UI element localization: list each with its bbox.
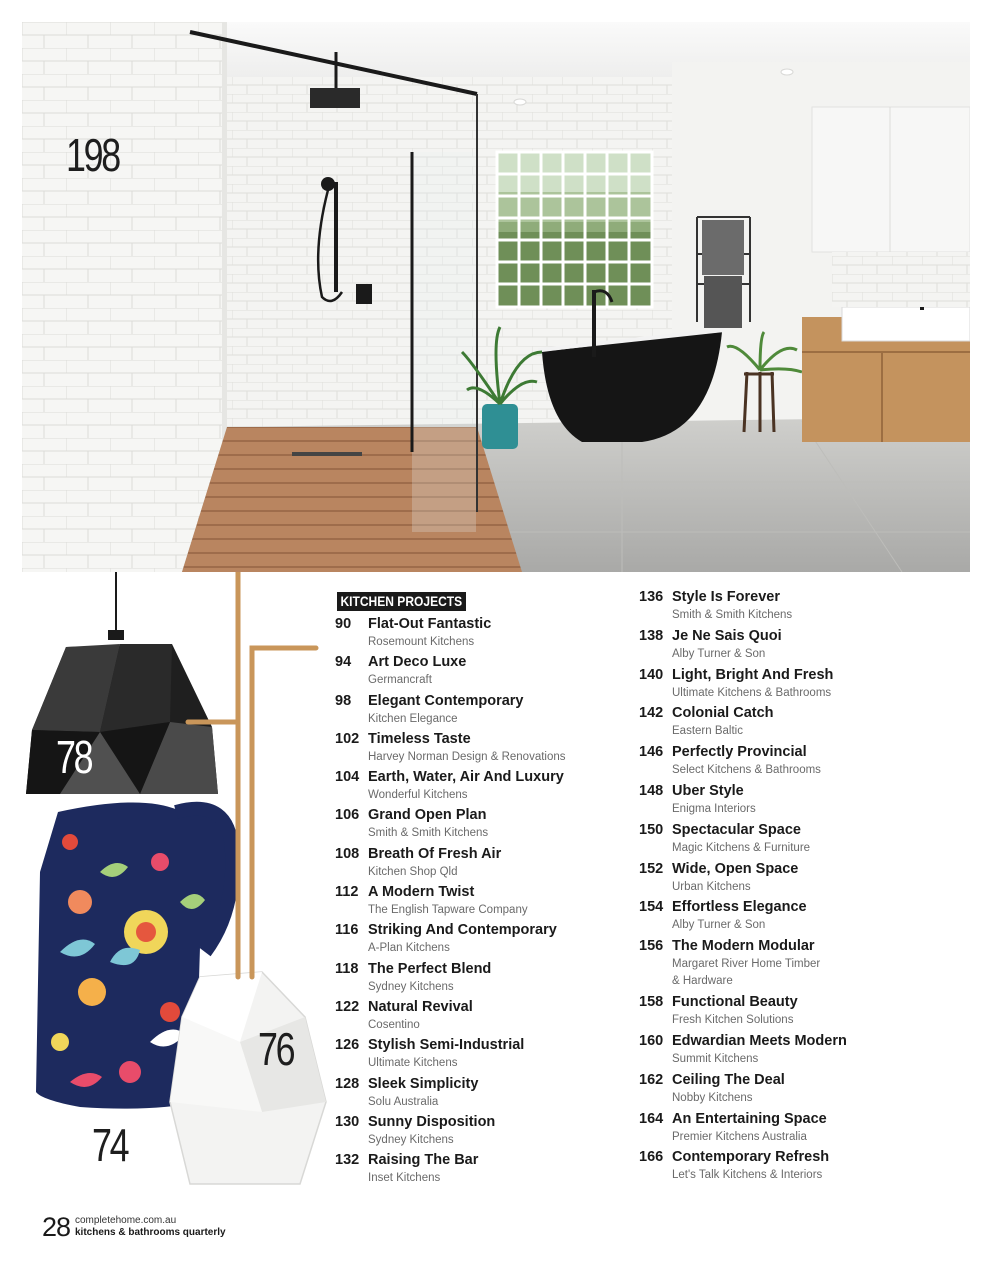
entry-title: Timeless Taste bbox=[368, 730, 471, 747]
entry-maker: Sydney Kitchens bbox=[368, 1133, 454, 1146]
entry-page: 160 bbox=[639, 1032, 664, 1049]
entry-page: 108 bbox=[335, 845, 360, 862]
entry-title: Functional Beauty bbox=[672, 994, 798, 1011]
page-number: 28 bbox=[42, 1212, 71, 1242]
entry-maker: Rosemount Kitchens bbox=[368, 636, 475, 648]
entry-page: 112 bbox=[335, 884, 359, 901]
entry-title: Art Deco Luxe bbox=[368, 654, 467, 671]
entry-page: 132 bbox=[335, 1152, 360, 1169]
contents-entry[interactable] bbox=[639, 704, 969, 743]
towel-stand-page-ref: 76 bbox=[258, 1023, 294, 1075]
contents-entry[interactable] bbox=[639, 1110, 969, 1149]
section-label: KITCHEN PROJECTS bbox=[337, 592, 466, 611]
entry-title: Uber Style bbox=[672, 782, 744, 799]
entry-maker: Nobby Kitchens bbox=[672, 1091, 753, 1104]
contents-entry[interactable] bbox=[639, 1071, 969, 1110]
entry-title: Spectacular Space bbox=[672, 821, 801, 838]
contents-entry[interactable] bbox=[335, 768, 625, 806]
entry-maker: Germancraft bbox=[368, 674, 432, 687]
contents-entry[interactable] bbox=[335, 1113, 625, 1151]
entry-page: 156 bbox=[639, 938, 664, 955]
entry-maker: Harvey Norman Design & Renovations bbox=[368, 750, 566, 763]
contents-entry[interactable] bbox=[639, 821, 969, 860]
contents-list-left bbox=[335, 615, 625, 1189]
entry-title: A Modern Twist bbox=[368, 884, 475, 901]
entry-title: Flat-Out Fantastic bbox=[368, 616, 492, 632]
entry-page: 106 bbox=[335, 807, 360, 824]
entry-title: Natural Revival bbox=[368, 998, 473, 1015]
contents-entry[interactable] bbox=[335, 1151, 625, 1189]
entry-maker: Cosentino bbox=[368, 1018, 420, 1031]
contents-entry[interactable] bbox=[639, 782, 969, 821]
entry-page: 104 bbox=[335, 769, 360, 786]
entry-title: Breath Of Fresh Air bbox=[368, 845, 502, 862]
contents-column-left bbox=[335, 592, 625, 1189]
entry-title: Raising The Bar bbox=[368, 1152, 479, 1169]
entry-page: 94 bbox=[335, 654, 352, 671]
entry-page: 166 bbox=[639, 1149, 664, 1166]
entry-maker: The English Tapware Company bbox=[368, 904, 528, 917]
entry-maker: Fresh Kitchen Solutions bbox=[672, 1014, 794, 1027]
entry-title: Edwardian Meets Modern bbox=[672, 1032, 847, 1049]
entry-title: Earth, Water, Air And Luxury bbox=[368, 769, 564, 786]
entry-page: 116 bbox=[335, 922, 359, 939]
entry-page: 122 bbox=[335, 998, 360, 1015]
entry-maker: Enigma Interiors bbox=[672, 802, 756, 815]
entry-title: Je Ne Sais Quoi bbox=[672, 627, 782, 644]
entry-title: Sunny Disposition bbox=[368, 1113, 496, 1130]
entry-title: Light, Bright And Fresh bbox=[672, 666, 834, 683]
contents-entry[interactable] bbox=[639, 588, 969, 627]
contents-entry[interactable] bbox=[335, 921, 625, 959]
contents-entry[interactable] bbox=[335, 653, 625, 691]
entry-title: An Entertaining Space bbox=[672, 1110, 827, 1127]
entry-page: 140 bbox=[639, 666, 664, 683]
website-link[interactable]: completehome.com.au bbox=[75, 1215, 177, 1226]
entry-title: Wide, Open Space bbox=[672, 860, 799, 877]
contents-entry[interactable] bbox=[335, 692, 625, 730]
entry-maker: A-Plan Kitchens bbox=[368, 942, 450, 955]
contents-entry[interactable] bbox=[335, 960, 625, 998]
entry-maker: Sydney Kitchens bbox=[368, 980, 454, 993]
contents-entry[interactable] bbox=[335, 615, 625, 653]
magazine-name: kitchens & bathrooms quarterly bbox=[75, 1227, 226, 1238]
contents-entry[interactable] bbox=[335, 998, 625, 1036]
entry-maker: Summit Kitchens bbox=[672, 1052, 759, 1065]
entry-page: 154 bbox=[639, 899, 664, 916]
contents-entry[interactable] bbox=[335, 845, 625, 883]
contents-entry[interactable] bbox=[639, 993, 969, 1032]
entry-maker: Alby Turner & Son bbox=[672, 919, 766, 932]
entry-maker: Eastern Baltic bbox=[672, 725, 743, 738]
contents-column-right bbox=[639, 588, 969, 1187]
entry-page: 150 bbox=[639, 821, 664, 838]
entry-page: 164 bbox=[639, 1110, 664, 1127]
entry-maker: Alby Turner & Son bbox=[672, 647, 766, 660]
hero-page-ref: 198 bbox=[66, 129, 119, 181]
contents-entry[interactable] bbox=[335, 806, 625, 844]
entry-title: Perfectly Provincial bbox=[672, 744, 807, 761]
entry-page: 130 bbox=[335, 1113, 360, 1130]
entry-page: 126 bbox=[335, 1037, 360, 1054]
entry-page: 146 bbox=[639, 744, 664, 761]
entry-title: The Perfect Blend bbox=[368, 960, 492, 977]
pendant-light-page-ref: 78 bbox=[56, 731, 92, 783]
entry-page: 148 bbox=[639, 782, 664, 799]
entry-page: 136 bbox=[639, 589, 664, 605]
products-scene bbox=[0, 572, 330, 1192]
entry-maker: Kitchen Shop Qld bbox=[368, 865, 458, 878]
contents-entry[interactable] bbox=[639, 627, 969, 666]
entry-maker: Kitchen Elegance bbox=[368, 712, 458, 725]
hero-bathroom-photo bbox=[22, 22, 970, 572]
entry-maker: Urban Kitchens bbox=[672, 880, 751, 893]
entry-page: 162 bbox=[639, 1071, 664, 1088]
bathroom-scene-illustration bbox=[22, 22, 970, 572]
entry-maker: Wonderful Kitchens bbox=[368, 789, 468, 802]
entry-title: Ceiling The Deal bbox=[672, 1071, 785, 1088]
entry-maker: Premier Kitchens Australia bbox=[672, 1130, 807, 1143]
entry-maker: Inset Kitchens bbox=[368, 1172, 441, 1185]
entry-page: 128 bbox=[335, 1075, 360, 1092]
entry-maker: Select Kitchens & Bathrooms bbox=[672, 764, 821, 777]
entry-maker: Smith & Smith Kitchens bbox=[368, 827, 489, 840]
contents-entry[interactable] bbox=[335, 1075, 625, 1113]
entry-page: 142 bbox=[639, 705, 664, 722]
contents-entry[interactable] bbox=[639, 1148, 969, 1187]
contents-entry[interactable] bbox=[639, 937, 969, 993]
entry-title: Effortless Elegance bbox=[672, 899, 807, 916]
contents-entry[interactable] bbox=[335, 730, 625, 768]
entry-title: Colonial Catch bbox=[672, 705, 774, 722]
pendant-light-illustration bbox=[26, 572, 218, 794]
entry-title: Style Is Forever bbox=[672, 589, 780, 605]
entry-page: 102 bbox=[335, 730, 360, 747]
product-illustrations bbox=[0, 572, 330, 1192]
entry-maker: Ultimate Kitchens bbox=[368, 1057, 458, 1070]
entry-maker: Solu Australia bbox=[368, 1095, 439, 1108]
contents-entry[interactable] bbox=[335, 883, 625, 921]
entry-title: Stylish Semi-Industrial bbox=[368, 1037, 525, 1054]
entry-maker: Margaret River Home Timber bbox=[672, 958, 821, 971]
entry-page: 118 bbox=[335, 960, 359, 977]
entry-title: Elegant Contemporary bbox=[368, 692, 524, 709]
entry-page: 158 bbox=[639, 994, 664, 1011]
entry-title: The Modern Modular bbox=[672, 938, 815, 955]
contents-entry[interactable] bbox=[639, 743, 969, 782]
entry-title: Contemporary Refresh bbox=[672, 1149, 830, 1166]
entry-maker: Let's Talk Kitchens & Interiors bbox=[672, 1169, 823, 1182]
entry-title: Sleek Simplicity bbox=[368, 1075, 479, 1092]
entry-maker-line2: & Hardware bbox=[672, 975, 733, 988]
entry-page: 152 bbox=[639, 860, 664, 877]
entry-maker: Magic Kitchens & Furniture bbox=[672, 841, 811, 854]
entry-page: 90 bbox=[335, 616, 352, 632]
entry-page: 98 bbox=[335, 692, 352, 709]
contents-entry[interactable] bbox=[335, 1036, 625, 1074]
contents-entry[interactable] bbox=[639, 860, 969, 899]
entry-title: Grand Open Plan bbox=[368, 807, 487, 824]
entry-title: Striking And Contemporary bbox=[368, 922, 557, 939]
contents-entry[interactable] bbox=[639, 898, 969, 937]
contents-entry[interactable] bbox=[639, 1032, 969, 1071]
entry-page: 138 bbox=[639, 627, 664, 644]
jug-page-ref: 74 bbox=[92, 1119, 128, 1171]
contents-entry[interactable] bbox=[639, 666, 969, 705]
entry-maker: Smith & Smith Kitchens bbox=[672, 609, 793, 621]
entry-maker: Ultimate Kitchens & Bathrooms bbox=[672, 686, 832, 699]
